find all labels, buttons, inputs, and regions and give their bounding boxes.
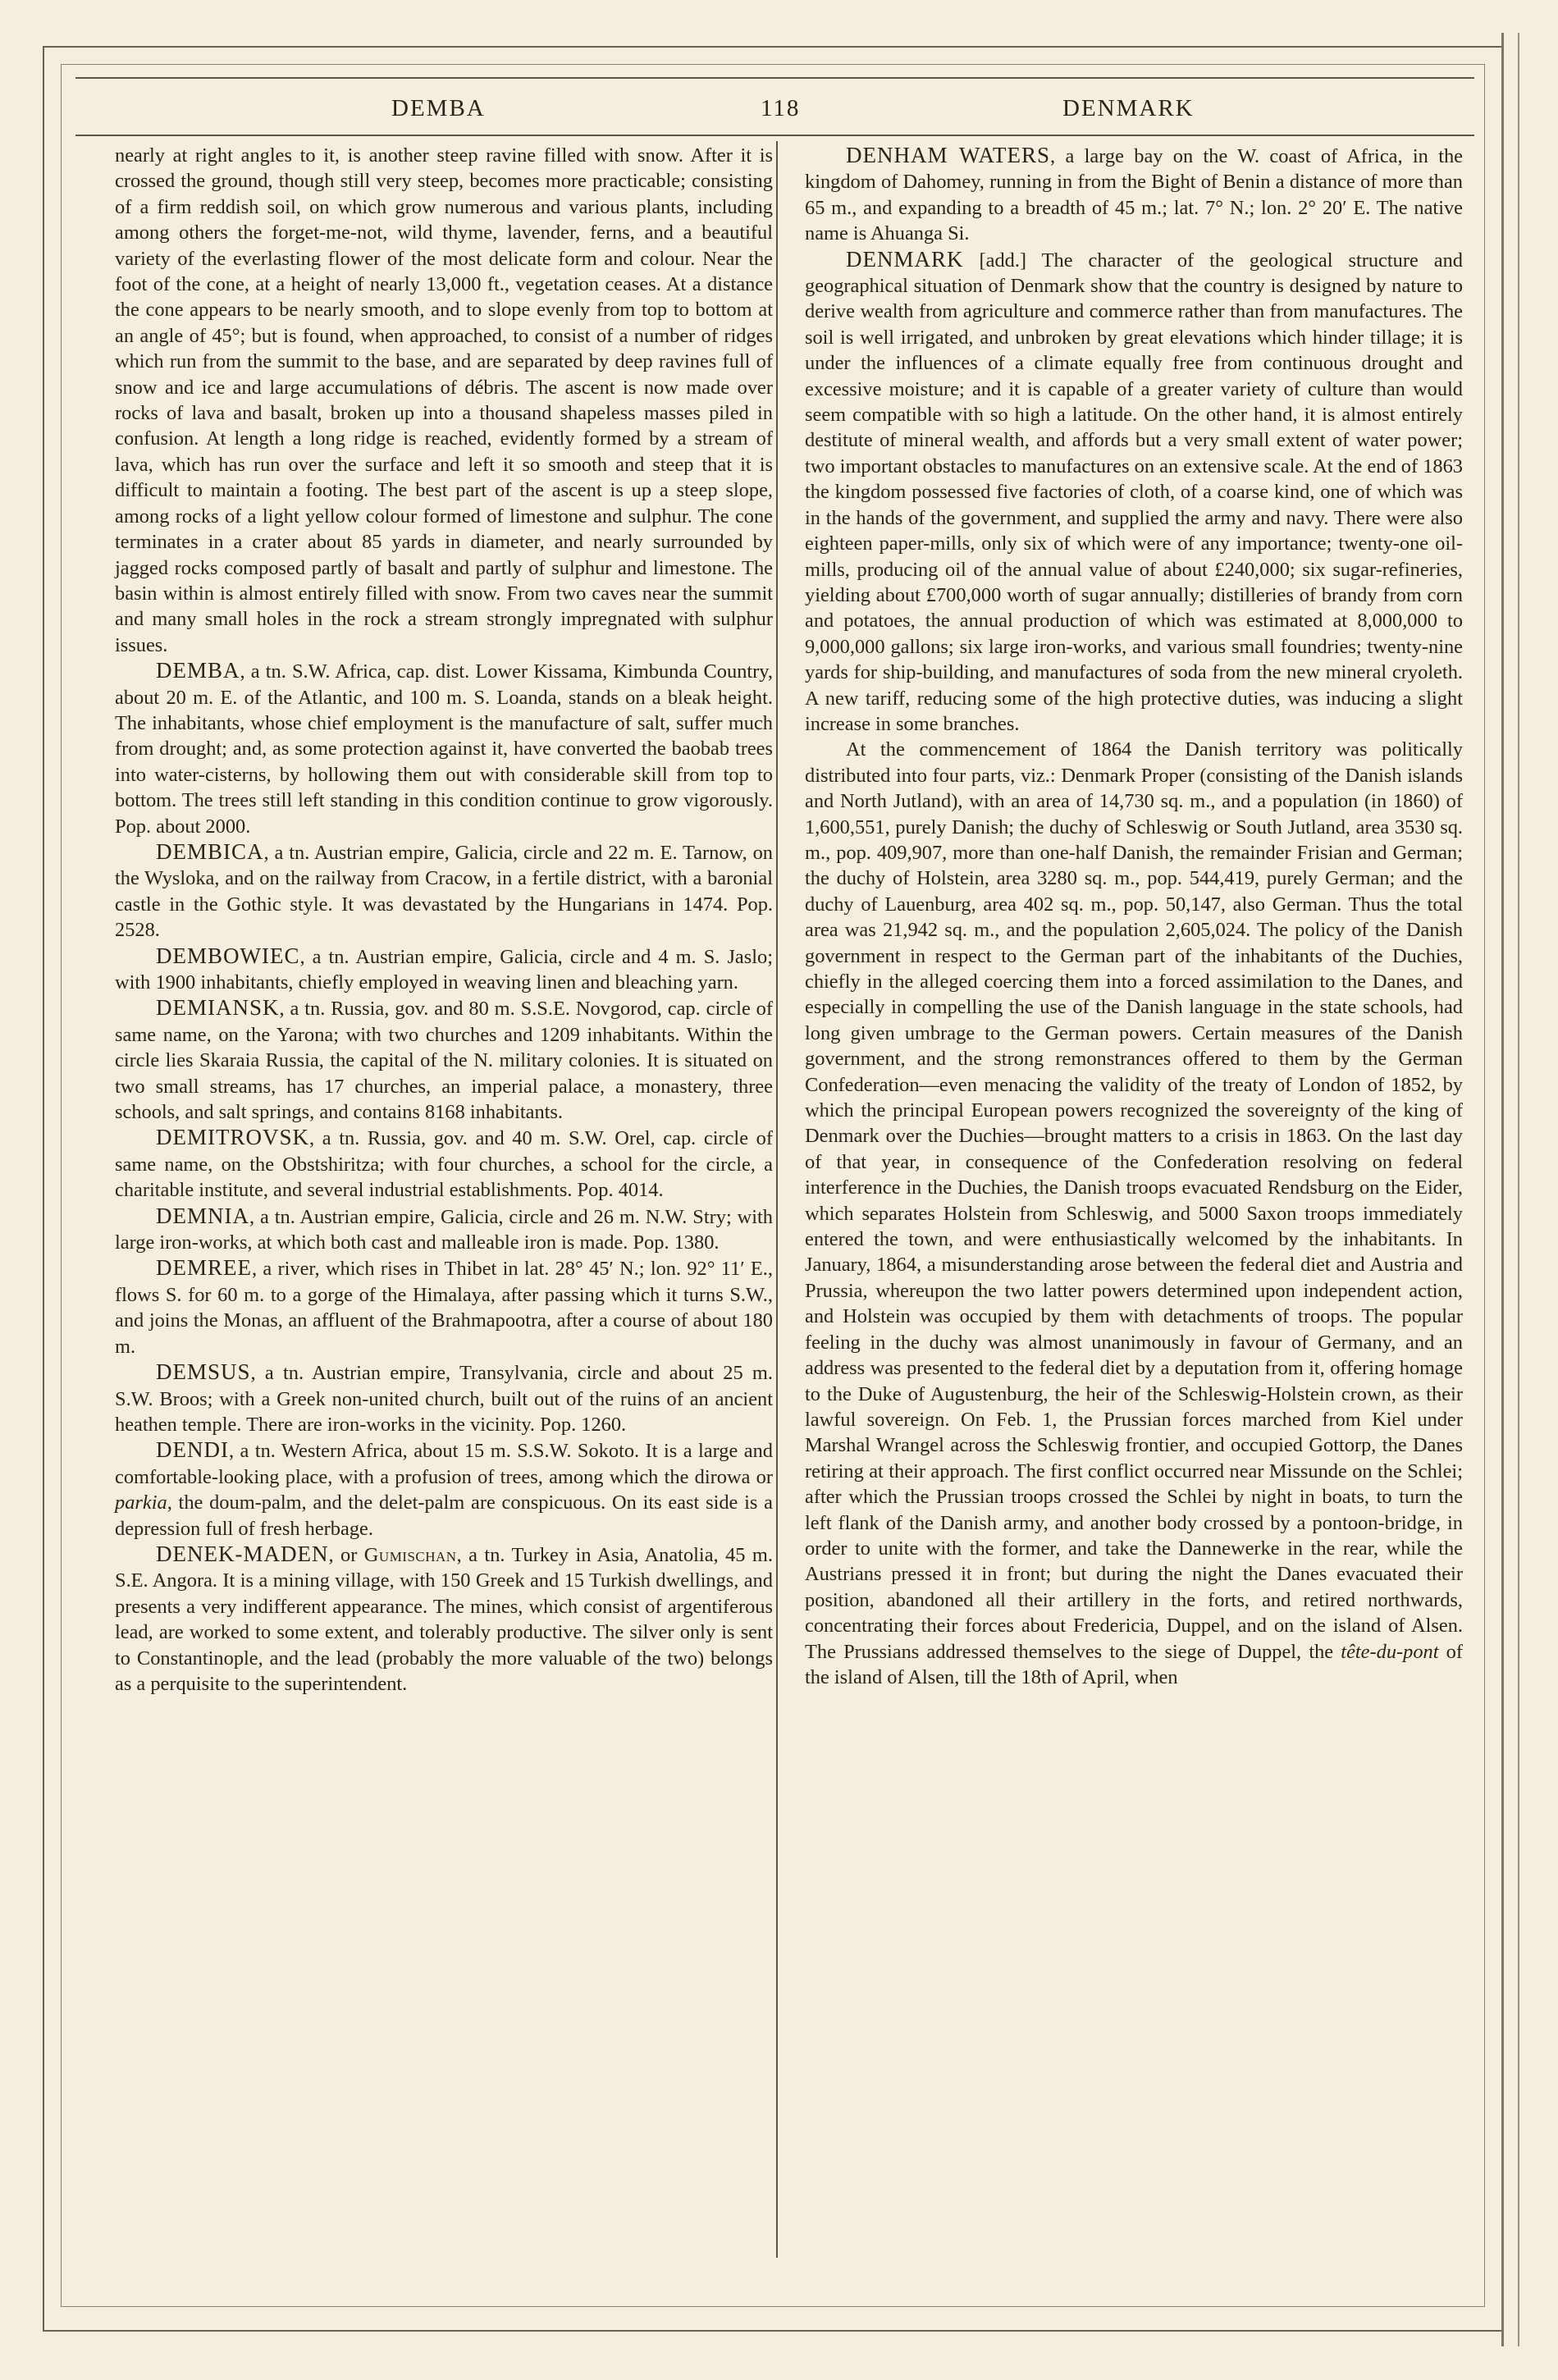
entry-text: , a tn. Austrian empire, Galicia, circle and 4 m. S. Jaslo; with 1900 inhabitants, chiefly employed in weaving linen and bleaching yarn.: [115, 945, 773, 994]
headword: DEMBA: [156, 658, 240, 683]
entry-text: , a tn. Austrian empire, Galicia, circle and 26 m. N.W. Stry; with large iron-works, at which both cast and malleable iron is made. Pop. 1380.: [115, 1205, 773, 1254]
header-top-rule: [75, 77, 1474, 79]
entry-text-cont: , a tn. Turkey in Asia, Anatolia, 45 m. S.E. Angora. It is a mining village, with 150 Greek and 15 Turkish dwellings, and presents a very indifferent appearance. The mines, which consist of argentiferous lead, are worked to some extent, and tolerably productive. The silver only is sent to Constantinople, and the lead (probably the more valuable of the two) belongs as a perquisite to the superintendent.: [115, 1543, 773, 1695]
entry-demitrovsk: [115, 1125, 773, 1203]
entry-denek-maden: [115, 1542, 773, 1697]
headword: DENHAM WATERS: [846, 143, 1051, 167]
entry-dembica: [115, 839, 773, 943]
header-bottom-rule: [75, 135, 1474, 136]
paragraph-text-cont: of the island of Alsen, till the 18th of April, when: [805, 1640, 1463, 1688]
headword: DEMBOWIEC: [156, 943, 300, 968]
headword: DEMBICA: [156, 838, 264, 864]
headword: DENDI: [156, 1437, 229, 1463]
paragraph-text: At the commencement of 1864 the Danish territory was politically distributed into four parts, viz.: Denmark Proper (consisting of the Danish islands and North Jutland), with an area of 14,730 sq. m., and a population (in 1860) of 1,600,551, purely Danish; the duchy of Schleswig or South Jutland, area 3530 sq. m., pop. 409,907, more than one-half Danish, the remainder Frisian and German; the duchy of Holstein, area 3280 sq. m., pop. 544,419, purely German; and the duchy of Lauenburg, area 402 sq. m., pop. 50,147, also German. Thus the total area was 21,942 sq. m., and the population 2,605,024. The policy of the Danish government in respect to the German part of the inhabitants of the Duchies, chiefly in the alleged coercing them into a forced assimilation to the Danes, and especially in compelling the use of the Danish language in the state schools, had long given umbrage to the German powers. Certain measures of the Danish government, and the strong remonstrances offered to them by the German Confederation—even menacing the validity of the treaty of London of 1852, by which the principal European powers recognized the sovereignty of the king of Denmark over the Duchies—brought matters to a crisis in 1863. On the last day of that year, in consequence of the Confederation resolving on federal interference in the Duchies, the Danish troops evacuated Rendsburg on the Eider, which separates Holstein from Schleswig, and 5000 Saxon troops immediately entered the town, and were enthusiastically welcomed by the inhabitants. In January, 1864, a misunderstanding arose between the federal diet and Austria and Prussia, whereupon the two latter powers determined upon independent action, and Holstein was occupied by them with detachments of troops. The popular feeling in the duchy was almost unanimously in favour of Germany, and an address was presented to the federal diet by a deputation from it, offering homage to the Duke of Augustenburg, the heir of the Schleswig-Holstein crown, as their lawful sovereign. On Feb. 1, the Prussian forces marched from Kiel under Marshal Wrangel across the Schleswig frontier, and occupied Gottorp, the Danes retiring at their approach. The first conflict occurred near Missunde on the Schlei; after which the Prussian troops crossed the Schlei by night in boats, to turn the left flank of the Danish army, and another body crossed by a pontoon-bridge, in order to unite with the former, and take the Dannewerke in the rear, while the Austrians pressed it in front; but during the night the Danes evacuated their position, abandoned all their artillery in the forts, and retired northwards, concentrating their forces about Fredericia, Duppel, and on the island of Alsen. The Prussians addressed themselves to the siege of Duppel, the: [805, 738, 1463, 1663]
entry-dendi: [115, 1437, 773, 1542]
entry-text: , a tn. Austrian empire, Galicia, circle and 22 m. E. Tarnow, on the Wysloka, and on the railway from Cracow, in a fertile district, with a baronial castle in the Gothic style. It was devastated by the Hungarians in 1474. Pop. 2528.: [115, 841, 773, 942]
entry-demree: [115, 1255, 773, 1359]
entry-denmark: [805, 247, 1463, 738]
entry-denham-waters: [805, 143, 1463, 247]
entry-demba: [115, 658, 773, 839]
entry-text: [add.] The character of the geological structure and geographical situation of Denmark show that the country is designed by nature to derive wealth from agriculture and commerce rather than from manufactures. The soil is well irrigated, and unbroken by great elevations which hinder tillage; it is under the influences of a climate equally free from continuous drought and excessive moisture; and it is capable of a greater variety of culture than would seem compatible with so high a latitude. On the other hand, it is almost entirely destitute of mineral wealth, and affords but a very small extent of water power; two important obstacles to manufactures on an extensive scale. At the end of 1863 the kingdom possessed five factories of cloth, of a coarse kind, one of which was in the hands of the government, and supplied the army and navy. There were also eighteen paper-mills, only six of which were of any importance; twenty-one oil-mills, producing oil of the annual value of about £240,000; six sugar-refineries, yielding about £700,000 worth of sugar annually; distilleries of brandy from corn and potatoes, the annual production of which was estimated at 8,000,000 to 9,000,000 gallons; six large iron-works, and various small foundries; twenty-nine yards for ship-building, and manufactures of soda from the new mineral cryoleth. A new tariff, reducing some of the high protective duties, was inducing a slight increase in some branches.: [805, 249, 1463, 735]
entry-dembowiec: [115, 943, 773, 996]
entry-text: , a tn. S.W. Africa, cap. dist. Lower Kissama, Kimbunda Country, about 20 m. E. of the Atlantic, and 100 m. S. Loanda, stands on a bleak height. The inhabitants, whose chief employment is the manufacture of salt, suffer much from drought; and, as some protection against it, have converted the baobab trees into water-cisterns, by hollowing them out with considerable skill from top to bottom. The trees still left standing in this condition continue to grow vigorously. Pop. about 2000.: [115, 660, 773, 838]
entry-text-cont: , the doum-palm, and the delet-palm are conspicuous. On its east side is a depression full of fresh herbage.: [115, 1491, 773, 1540]
running-head-right: DENMARK: [1062, 95, 1195, 121]
column-divider: [776, 141, 778, 2258]
page-number: 118: [761, 95, 801, 121]
right-column: [805, 143, 1463, 1690]
entry-text: , or: [328, 1543, 364, 1566]
entry-demiansk: [115, 995, 773, 1125]
headword: DEMITROVSK: [156, 1125, 310, 1150]
italic-term: tête-du-pont: [1341, 1640, 1439, 1663]
page-header: [75, 89, 1474, 128]
left-column: [115, 143, 773, 1697]
entry-text: , a tn. Western Africa, about 15 m. S.S.W. Sokoto. It is a large and comfortable-looking place, with a profusion of trees, among which the dirowa or: [115, 1440, 773, 1488]
entry-demsus: [115, 1359, 773, 1437]
entry-text: , a tn. Austrian empire, Transylvania, circle and about 25 m. S.W. Broos; with a Greek non-united church, built out of the ruins of an ancient heathen temple. There are iron-works in the vicinity. Pop. 1260.: [115, 1362, 773, 1436]
headword: DEMSUS: [156, 1359, 251, 1385]
alternate-name: Gumischan: [363, 1543, 457, 1566]
continued-paragraph: nearly at right angles to it, is another steep ravine filled with snow. After it is crossed the ground, though still very steep, becomes more practicable; consisting of a firm reddish soil, on which grow numerous and various plants, including among others the forget-me-not, wild thyme, lavender, ferns, and a beautiful variety of the everlasting flower of the most delicate form and colour. Near the foot of the cone, at a height of nearly 13,000 ft., vegetation ceases. At a distance the cone appears to be nearly smooth, and to slope evenly from top to bottom at an angle of 45°; but is found, when approached, to consist of a number of ridges which run from the summit to the base, and are separated by deep ravines full of snow and ice and large accumulations of débris. The ascent is now made over rocks of lava and basalt, broken up into a thousand shapeless masses piled in confusion. At length a long ridge is reached, evidently formed by a stream of lava, which has run over the surface and left it so smooth and steep that it is difficult to maintain a footing. The best part of the ascent is up a steep slope, among rocks of a light yellow colour formed of limestone and sulphur. The cone terminates in a crater about 85 yards in diameter, and nearly surrounded by jagged rocks composed partly of basalt and partly of sulphur and limestone. The basin within is almost entirely filled with snow. From two caves near the summit and many small holes in the rock a stream strongly impregnated with sulphur issues.: [115, 144, 773, 656]
denmark-paragraph-two: [805, 737, 1463, 1690]
entry-demnia: [115, 1204, 773, 1256]
entry-text: , a tn. Russia, gov. and 80 m. S.S.E. Novgorod, cap. circle of same name, on the Yarona; with two churches and 1209 inhabitants. Within the circle lies Skaraia Russia, the capital of the N. military colonies. It is situated on two small streams, has 17 churches, an imperial palace, a monastery, three schools, and salt springs, and contains 8168 inhabitants.: [115, 998, 773, 1124]
headword: DEMNIA: [156, 1203, 249, 1228]
entry-text: , a tn. Russia, gov. and 40 m. S.W. Orel, cap. circle of same name, on the Obstshiritza; with four churches, a school for the circle, a charitable institute, and several industrial establishments. Pop. 4014.: [115, 1127, 773, 1202]
headword: DENMARK: [846, 246, 964, 272]
entry-text: , a large bay on the W. coast of Africa, in the kingdom of Dahomey, running in from the Bight of Benin a distance of more than 65 m., and expanding to a breadth of 45 m.; lat. 7° N.; lon. 2° 20′ E. The native name is Ahuanga Si.: [805, 145, 1464, 245]
headword: DEMIANSK: [156, 995, 280, 1021]
binding-edge-line-secondary: [1518, 33, 1519, 2346]
italic-term: parkia: [115, 1491, 167, 1514]
headword: DENEK-MADEN: [156, 1541, 329, 1566]
entry-text: , a river, which rises in Thibet in lat. 28° 45′ N.; lon. 92° 11′ E., flows S. for 60 m. to a gorge of the Himalaya, after passing which it turns S.W., and joins the Monas, an affluent of the Brahmapootra, after a course of about 180 m.: [115, 1258, 773, 1358]
running-head-left: DEMBA: [391, 95, 486, 121]
headword: DEMREE: [156, 1255, 252, 1281]
binding-edge-line: [1501, 33, 1504, 2346]
